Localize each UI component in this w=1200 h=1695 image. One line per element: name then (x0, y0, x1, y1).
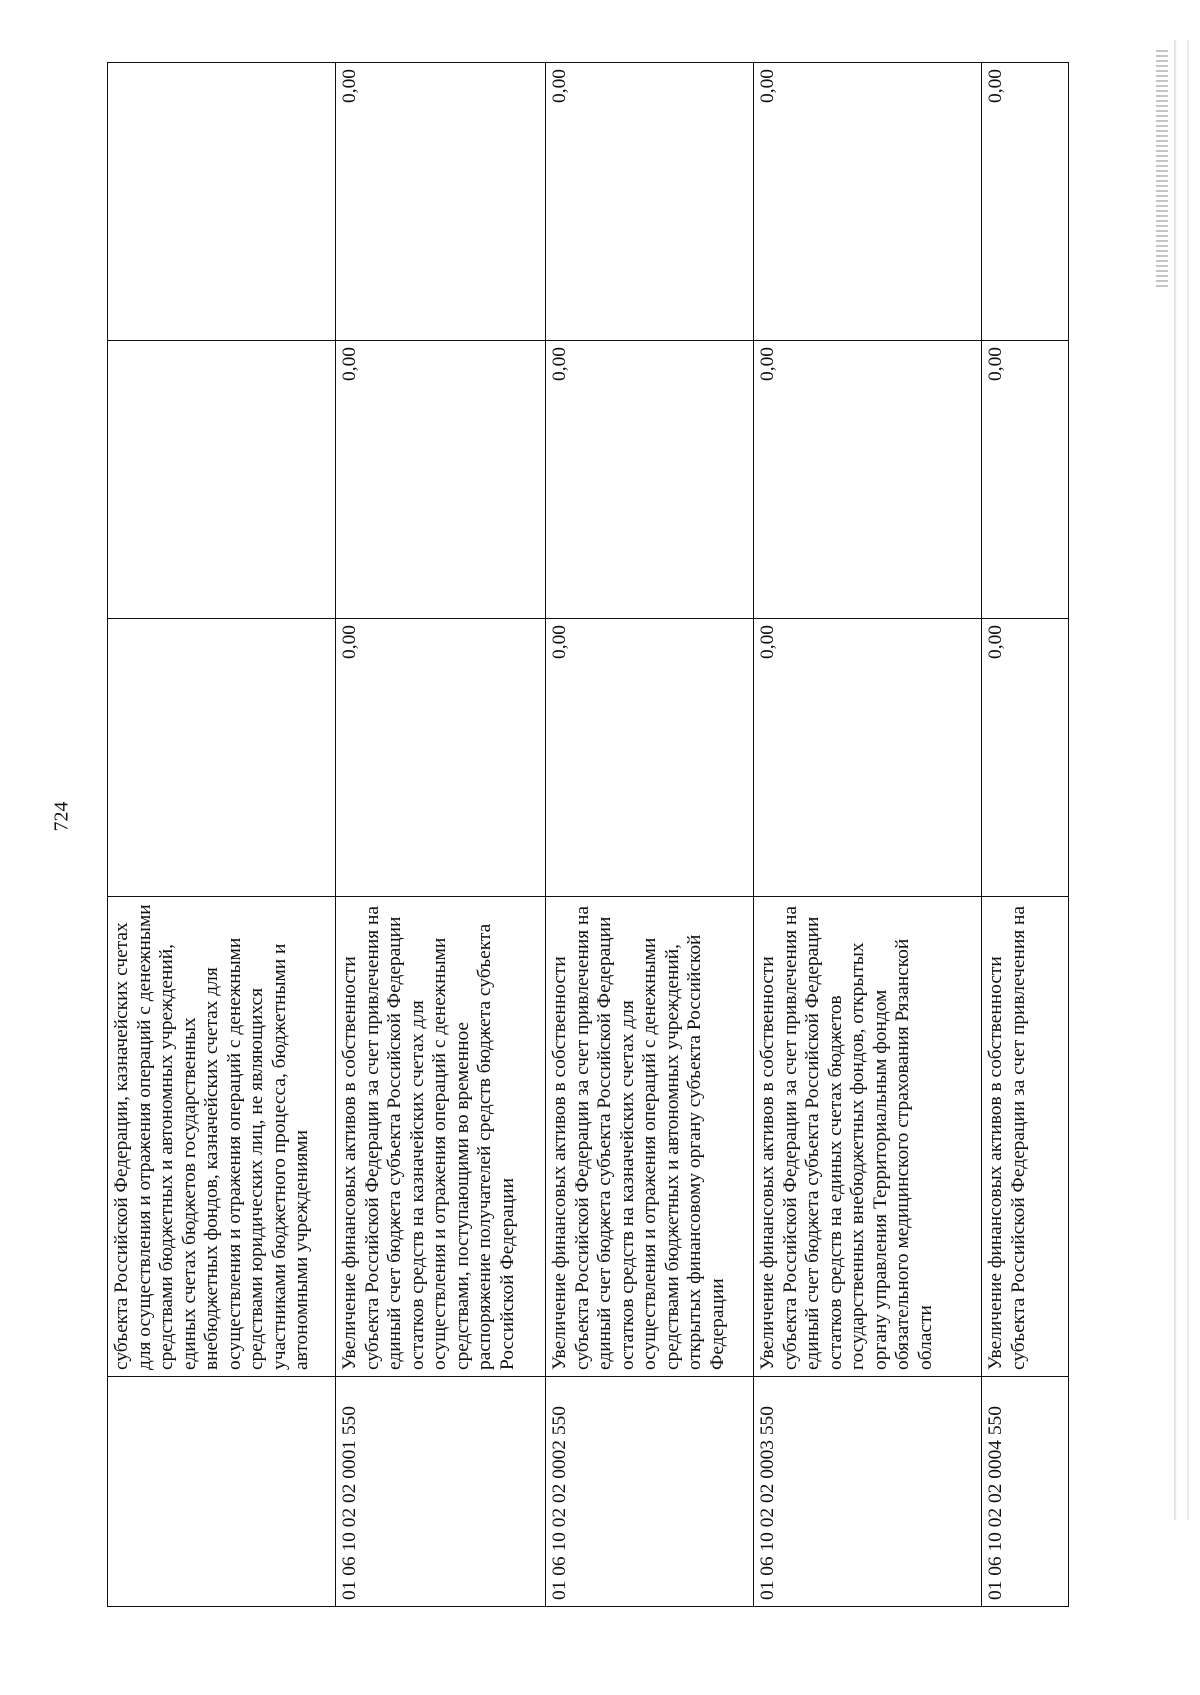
table-row (546, 63, 754, 1607)
amount-year-2-cell: 0,00 (546, 341, 754, 619)
amount-year-3-cell: 0,00 (982, 63, 1069, 341)
amount-year-1-cell: 0,00 (336, 619, 546, 897)
classification-code-cell: 01 06 10 02 02 0004 550 (982, 1377, 1069, 1607)
rotated-table-container (107, 62, 1068, 1607)
amount-year-3-cell: 0,00 (336, 63, 546, 341)
amount-year-1-cell: 0,00 (546, 619, 754, 897)
item-description-cell: Увеличение финансовых активов в собственности субъекта Российской Федерации за счет привлечения на единый счет бюджета субъекта Российской Федерации остатков средств на казначейских счетах для осуществления и отражения операций с денежными средствами бюджетных и автономных учреждений, открытых финансовому органу субъекта Российской Федерации (546, 897, 754, 1377)
item-description-cell: Увеличение финансовых активов в собственности субъекта Российской Федерации за счет привлечения на (982, 897, 1069, 1377)
table-row (754, 63, 982, 1607)
page-number: 724 (50, 801, 73, 832)
amount-year-1-cell (108, 619, 336, 897)
item-description-cell: Увеличение финансовых активов в собственности субъекта Российской Федерации за счет привлечения на единый счет бюджета субъекта Российской Федерации остатков средств на единых счетах бюджетов государственных внебюджетных фондов, открытых органу управления Территориальным фондом обязательного медицинского страхования Рязанской области (754, 897, 982, 1377)
amount-year-3-cell: 0,00 (546, 63, 754, 341)
amount-year-3-cell (108, 63, 336, 341)
amount-year-2-cell (108, 341, 336, 619)
item-description-cell: Увеличение финансовых активов в собственности субъекта Российской Федерации за счет привлечения на единый счет бюджета субъекта Российской Федерации остатков средств на казначейских счетах для осуществления и отражения операций с денежными средствами, поступающими во временное распоряжение получателей средств бюджета субъекта Российской Федерации (336, 897, 546, 1377)
amount-year-2-cell: 0,00 (982, 341, 1069, 619)
budget-sources-table (107, 62, 1069, 1607)
amount-year-3-cell: 0,00 (754, 63, 982, 341)
table-row (982, 63, 1069, 1607)
scan-edge-artifact (1140, 40, 1200, 1520)
table-row (108, 63, 336, 1607)
classification-code-cell: 01 06 10 02 02 0003 550 (754, 1377, 982, 1607)
amount-year-1-cell: 0,00 (754, 619, 982, 897)
item-description-cell: субъекта Российской Федерации, казначейских счетах для осуществления и отражения операций с денежными средствами бюджетных и автономных учреждений, единых счетах бюджетов государственных внебюджетных фондов, казначейских счетах для осуществления и отражения операций с денежными средствами юридических лиц, не являющихся участниками бюджетного процесса, бюджетными и автономными учреждениями (108, 897, 336, 1377)
classification-code-cell (108, 1377, 336, 1607)
table-row (336, 63, 546, 1607)
scan-smudge-artifact (1156, 50, 1168, 290)
classification-code-cell: 01 06 10 02 02 0001 550 (336, 1377, 546, 1607)
classification-code-cell: 01 06 10 02 02 0002 550 (546, 1377, 754, 1607)
amount-year-2-cell: 0,00 (336, 341, 546, 619)
amount-year-1-cell: 0,00 (982, 619, 1069, 897)
amount-year-2-cell: 0,00 (754, 341, 982, 619)
